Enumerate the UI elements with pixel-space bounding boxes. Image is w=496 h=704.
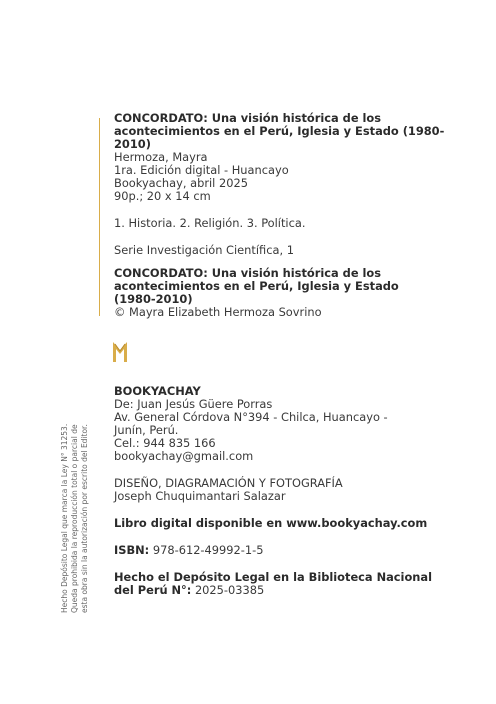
pages-size: 90p.; 20 x 14 cm bbox=[114, 189, 211, 203]
legal-deposit-label: del Perú N°: bbox=[114, 583, 192, 597]
vertical-legal-notice bbox=[60, 388, 100, 613]
publisher-address-2: Junín, Perú. bbox=[114, 423, 179, 437]
publisher-email: bookyachay@gmail.com bbox=[114, 449, 254, 463]
series: Serie Investigación Científica, 1 bbox=[114, 243, 294, 257]
vertical-notice-line-2: Queda prohibida la reproducción total o parcial de bbox=[70, 424, 79, 613]
edition: 1ra. Edición digital - Huancayo bbox=[114, 163, 289, 177]
legal-deposit bbox=[114, 571, 489, 597]
isbn-value: 978-612-49992-1-5 bbox=[152, 543, 264, 557]
publisher-name: BOOKYACHAY bbox=[114, 384, 201, 398]
legal-deposit-line-1: Hecho el Depósito Legal en la Biblioteca Nacional bbox=[114, 570, 432, 584]
book-title-line-1: CONCORDATO: Una visión histórica de los bbox=[114, 111, 382, 125]
copyright-holder: © Mayra Elizabeth Hermoza Sovrino bbox=[114, 305, 322, 319]
publisher-owner: De: Juan Jesús Güere Porras bbox=[114, 397, 273, 411]
isbn bbox=[114, 544, 489, 557]
publisher-phone: Cel.: 944 835 166 bbox=[114, 436, 216, 450]
design-credit: Joseph Chuquimantari Salazar bbox=[114, 489, 286, 503]
vertical-notice-line-3: esta obra sin la autorización por escrito del Editor. bbox=[80, 424, 89, 613]
second-title-line-3: (1980-2010) bbox=[114, 292, 193, 306]
bookyachay-logo-icon bbox=[112, 340, 128, 364]
book-title-line-2: acontecimientos en el Perú, Iglesia y Estado (1980- bbox=[114, 124, 445, 138]
author: Hermoza, Mayra bbox=[114, 150, 208, 164]
second-title-line-1: CONCORDATO: Una visión histórica de los bbox=[114, 266, 382, 280]
second-title-line-2: acontecimientos en el Perú, Iglesia y Estado bbox=[114, 279, 399, 293]
book-title-line-3: 2010) bbox=[114, 137, 151, 151]
publisher-date: Bookyachay, abril 2025 bbox=[114, 176, 248, 190]
publisher-address-1: Av. General Córdova N°394 - Chilca, Huancayo - bbox=[114, 410, 388, 424]
publisher-info bbox=[114, 385, 489, 597]
digital-availability: Libro digital disponible en www.bookyachay.com bbox=[114, 516, 428, 530]
isbn-label: ISBN: bbox=[114, 543, 150, 557]
design-heading: DISEÑO, DIAGRAMACIÓN Y FOTOGRAFÍA bbox=[114, 476, 343, 490]
legal-deposit-number: 2025-03385 bbox=[194, 583, 265, 597]
copyright-page-content bbox=[114, 112, 489, 319]
gold-vertical-rule bbox=[99, 118, 100, 316]
catalog-record bbox=[114, 112, 489, 203]
subjects: 1. Historia. 2. Religión. 3. Política. bbox=[114, 216, 306, 230]
vertical-notice-line-1: Hecho Depósito Legal que marca la Ley N° 31253. bbox=[60, 423, 69, 613]
second-title-block bbox=[114, 267, 489, 319]
